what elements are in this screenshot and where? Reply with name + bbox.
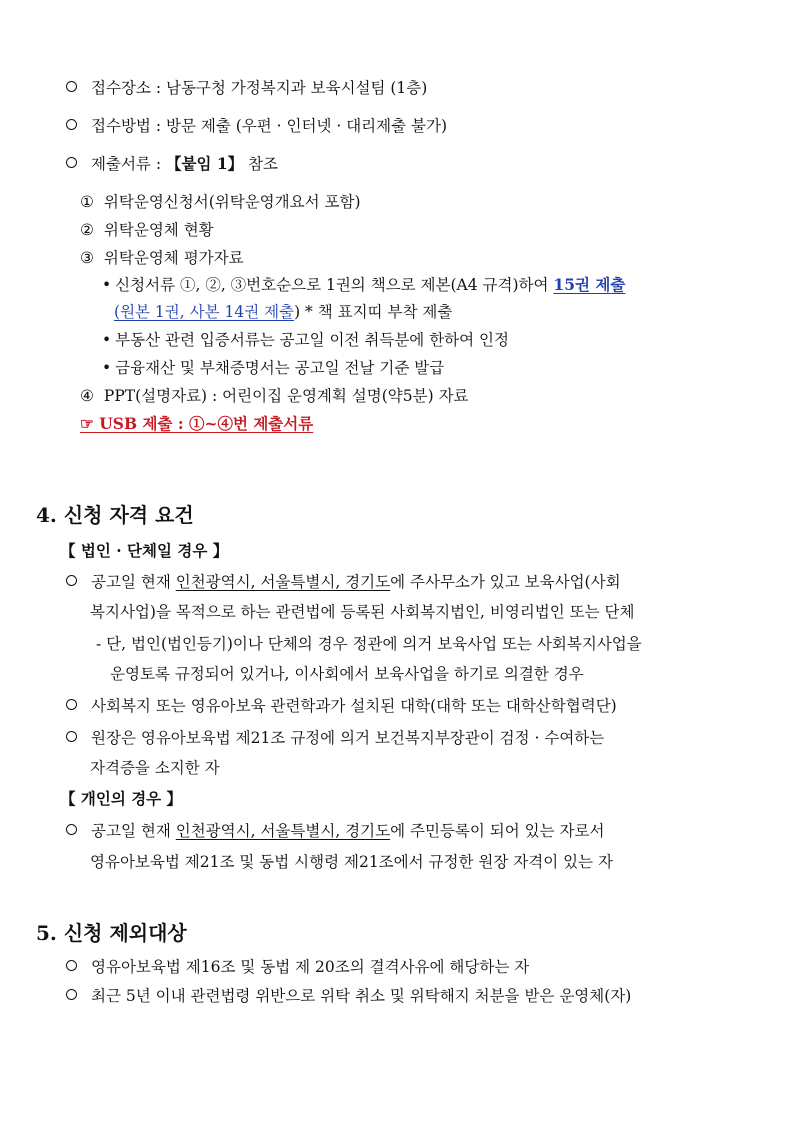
hollow-circle-icon (66, 699, 77, 710)
original-copy-highlight: 원본 1권, 사본 14권 제출 (120, 303, 295, 321)
bullet-dot-icon: • (102, 276, 112, 294)
corp-item-3-cont: 자격증을 소지한 자 (90, 759, 220, 777)
submit-count-highlight: 15권 제출 (553, 275, 626, 294)
hollow-circle-icon (66, 575, 77, 586)
doc-item-1: ① 위탁운영신청서(위탁운영개요서 포함) (80, 193, 361, 211)
corp-item-3: 원장은 영유아보육법 제21조 규정에 의거 보건복지부장관이 검정 · 수여하는 (66, 728, 604, 748)
indiv-item-1: 공고일 현재 인천광역시, 서울특별시, 경기도에 주민등록이 되어 있는 자로서 (66, 821, 604, 841)
doc-item-3: ③ 위탁운영체 평가자료 (80, 249, 244, 267)
corp-item-2: 사회복지 또는 영유아보육 관련학과가 설치된 대학(대학 또는 대학산학협력단) (66, 696, 617, 716)
doc-bullet-1: • 신청서류 ①, ②, ③번호순으로 1권의 책으로 제본(A4 규격)하여 15권 제출 (102, 275, 626, 294)
hollow-circle-icon (66, 157, 77, 168)
hollow-circle-icon (66, 731, 77, 742)
excl-item-1: 영유아보육법 제16조 및 동법 제 20조의 결격사유에 해당하는 자 (66, 957, 529, 977)
doc-bullet-3: • 금융재산 및 부채증명서는 공고일 전날 기준 발급 (102, 359, 445, 377)
corp-heading: 【 법인 · 단체일 경우 】 (60, 541, 229, 560)
corp-item-1: 공고일 현재 인천광역시, 서울특별시, 경기도에 주사무소가 있고 보육사업(사회 (66, 572, 621, 592)
doc-item-4: ④ PPT(설명자료) : 어린이집 운영계획 설명(약5분) 자료 (80, 387, 469, 405)
hollow-circle-icon (66, 960, 77, 971)
hollow-circle-icon (66, 81, 77, 92)
corp-item-1-cont: 복지사업)을 목적으로 하는 관련법에 등록된 사회복지법인, 비영리법인 또는 단체 (90, 603, 635, 621)
section-5-title: 5. 신청 제외대상 (36, 921, 187, 945)
hollow-circle-icon (66, 989, 77, 1000)
reception-docs: 제출서류 : 【붙임 1】 참조 (66, 154, 278, 174)
corp-dash-1: - 단, 법인(법인등기)이나 단체의 경우 정관에 의거 보육사업 또는 사회복지사업을 (96, 635, 642, 653)
usb-note: ☞ USB 제출 : ①~④번 제출서류 (80, 414, 314, 433)
hollow-circle-icon (66, 119, 77, 130)
reception-place: 접수장소 : 남동구청 가정복지과 보육시설팀 (1층) (66, 78, 427, 98)
indiv-heading: 【 개인의 경우 】 (60, 789, 183, 808)
doc-bullet-1-cont: (원본 1권, 사본 14권 제출) * 책 표지띠 부착 제출 (114, 303, 453, 321)
doc-item-2: ② 위탁운영체 현황 (80, 221, 214, 239)
indiv-item-1-cont: 영유아보육법 제21조 및 동법 시행령 제21조에서 규정한 원장 자격이 있는 자 (90, 853, 613, 871)
corp-dash-2: 운영토록 규정되어 있거나, 이사회에서 보육사업을 하기로 의결한 경우 (110, 665, 584, 683)
bullet-dot-icon: • (102, 331, 112, 349)
section-4-title: 4. 신청 자격 요건 (36, 503, 194, 527)
hollow-circle-icon (66, 824, 77, 835)
bullet-dot-icon: • (102, 359, 112, 377)
doc-bullet-2: • 부동산 관련 입증서류는 공고일 이전 취득분에 한하여 인정 (102, 331, 509, 349)
excl-item-2: 최근 5년 이내 관련법령 위반으로 위탁 취소 및 위탁해지 처분을 받은 운영체(자) (66, 986, 631, 1006)
reception-method: 접수방법 : 방문 제출 (우편 · 인터넷 · 대리제출 불가) (66, 116, 447, 136)
